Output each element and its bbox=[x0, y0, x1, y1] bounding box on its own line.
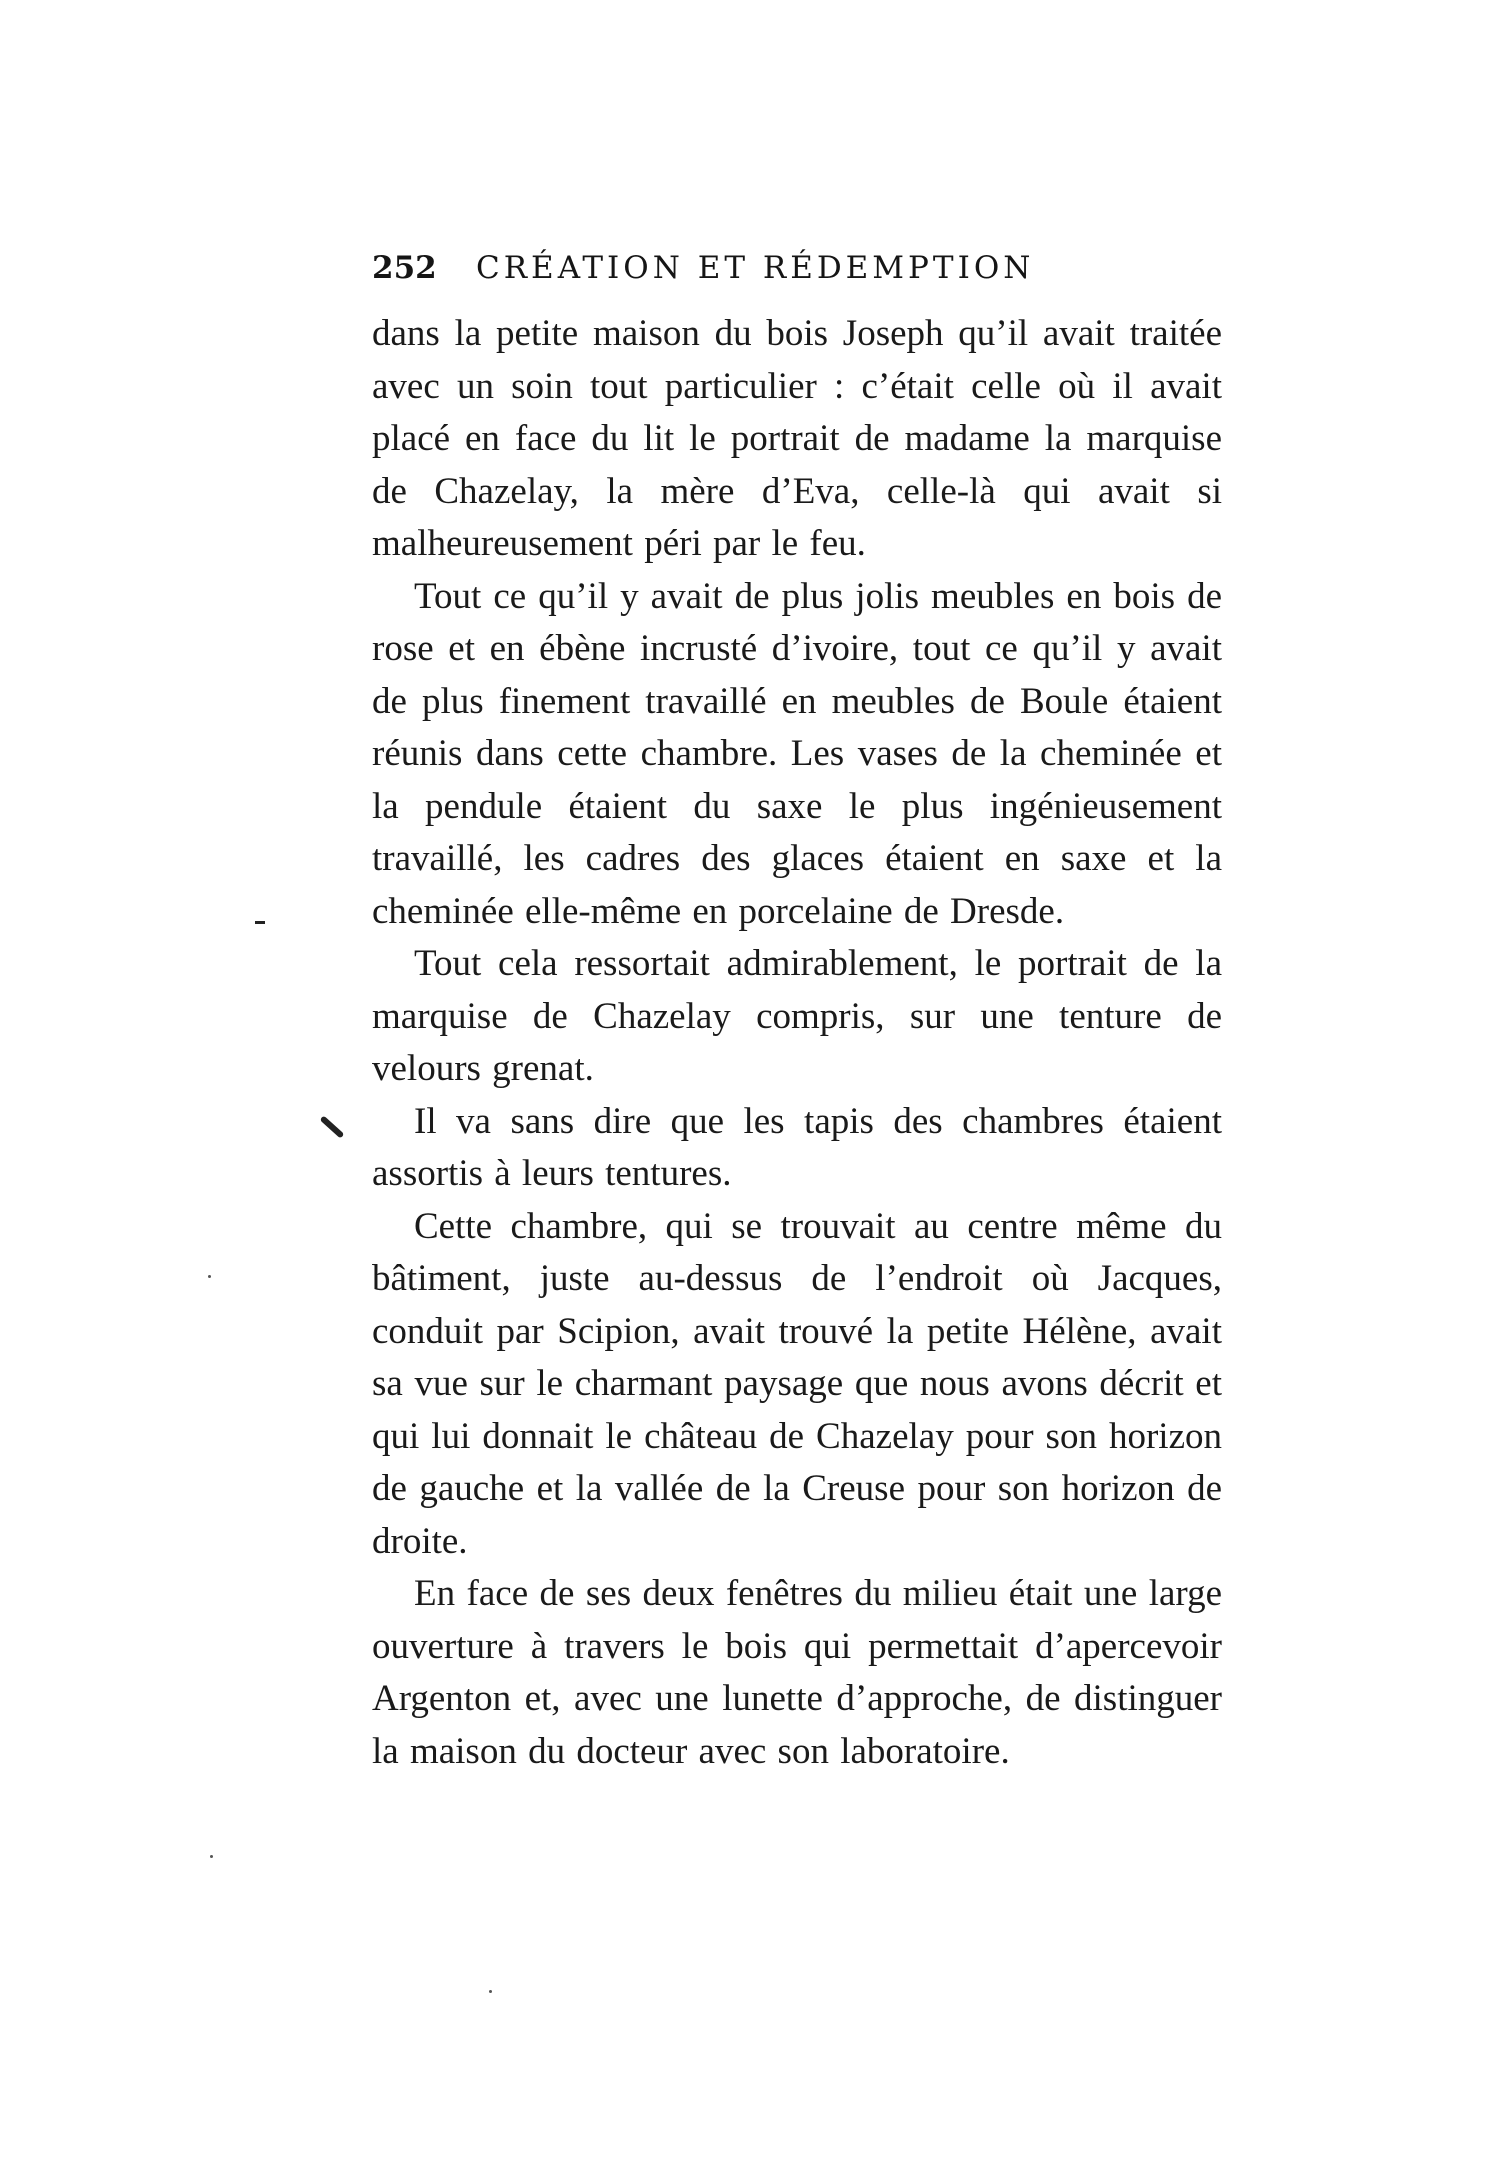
paragraph-3: Tout cela ressortait admirablement, le portrait de la marquise de Chazelay compris, sur une tenture de velours grenat. bbox=[372, 943, 1222, 1089]
body-text bbox=[372, 308, 1222, 1778]
paragraph-5: Cette chambre, qui se trouvait au centre même du bâtiment, juste au-dessus de l’endroit où Jacques, conduit par Scipion, avait trouvé la petite Hélène, avait sa vue sur le charmant paysage que nous avons décrit et qui lui donnait le château de Chazelay pour son horizon de gauche et la vallée de la Creuse pour son horizon de droite. bbox=[372, 1205, 1222, 1562]
running-title: CRÉATION ET RÉDEMPTION bbox=[476, 250, 1035, 286]
paragraph-6: En face de ses deux fenêtres du milieu était une large ouverture à travers le bois qui permettait d’apercevoir Argenton et, avec une lunette d’approche, de distinguer la maison du docteur avec son laboratoire. bbox=[372, 1573, 1222, 1772]
speck-dot bbox=[489, 1990, 492, 1993]
paragraph-4: Il va sans dire que les tapis des chambres étaient assortis à leurs tentures. bbox=[372, 1100, 1222, 1194]
paragraph-1: dans la petite maison du bois Joseph qu’il avait traitée avec un soin tout particulier : c’était celle où il avait placé en face du lit le portrait de madame la marquise de Chazelay, la mère d’Eva, celle-là qui avait si malheureusement péri par le feu. bbox=[372, 313, 1222, 564]
speck-dot bbox=[210, 1855, 213, 1858]
running-head bbox=[372, 248, 1222, 288]
speck-dot bbox=[208, 1275, 211, 1278]
margin-dash-mark bbox=[255, 921, 265, 924]
margin-pen-mark bbox=[320, 1115, 345, 1138]
paragraph-2: Tout ce qu’il y avait de plus jolis meubles en bois de rose et en ébène incrusté d’ivoire, tout ce qu’il y avait de plus finement travaillé en meubles de Boule étaient réunis dans cette chambre. Les vases de la cheminée et la pendule étaient du saxe le plus ingénieusement travaillé, les cadres des glaces étaient en saxe et la cheminée elle-même en porcelaine de Dresde. bbox=[372, 575, 1222, 932]
page-number: 252 bbox=[372, 250, 437, 286]
